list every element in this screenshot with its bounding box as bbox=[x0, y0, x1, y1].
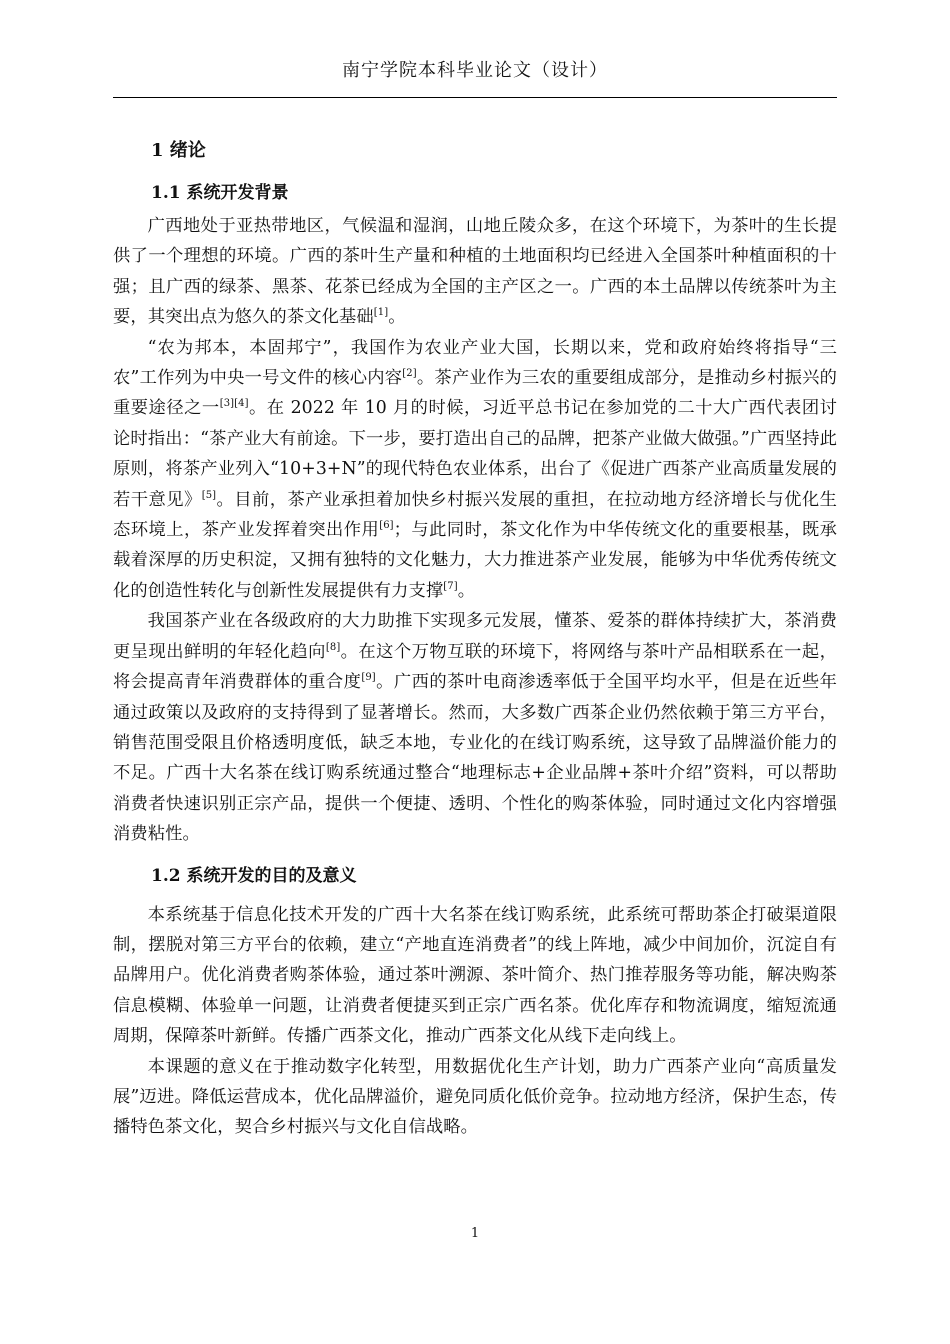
text-run: “农为邦本，本固邦宁”，我国作为农业产业大国，长期以来，党和政府始终将指导“三农”工作列为中央一号文件的核心内容 bbox=[113, 337, 837, 389]
paragraph-background-2 bbox=[113, 333, 837, 607]
citation: [8] bbox=[325, 641, 341, 653]
text-run: 。在 2022 年 10 月的时候，习近平总书记在参加党的二十大广西代表团讨论时指出：“茶产业大有前途。下一步，要打造出自己的品牌，把茶产业做大做强。”广西坚持此原则，将茶产业列入“10+3+N”的现代特色农业体系，出台了《促进广西茶产业高质量发展的若干意见》 bbox=[113, 398, 837, 510]
citation: [9] bbox=[361, 672, 376, 684]
text-run: 。在这个万物互联的环境下，将网络与茶叶产品相联系在一起，将会提高青年消费群体的重合度 bbox=[113, 641, 837, 693]
chapter-heading: 1 绪论 bbox=[151, 140, 206, 161]
text-run: 本系统基于信息化技术开发的广西十大名茶在线订购系统，此系统可帮助茶企打破渠道限制，摆脱对第三方平台的依赖，建立“产地直连消费者”的线上阵地，减少中间加价，沉淀自有品牌用户。优化消费者购茶体验，通过茶叶溯源、茶叶简介、热门推荐服务等功能，解决购茶信息模糊、体验单一问题，让消费者便捷买到正宗广西名茶。优化库存和物流调度，缩短流通周期，保障茶叶新鲜。传播广西茶文化，推动广西茶文化从线下走向线上。 bbox=[113, 904, 837, 1047]
running-header: 南宁学院本科毕业论文（设计） bbox=[342, 60, 608, 81]
header-rule bbox=[113, 97, 837, 98]
text-run: 本课题的意义在于推动数字化转型，用数据优化生产计划，助力广西茶产业向“高质量发展”迈进。降低运营成本，优化品牌溢价，避免同质化低价竞争。拉动地方经济，保护生态，传播特色茶文化，契合乡村振兴与文化自信战略。 bbox=[113, 1056, 837, 1138]
citation: [5] bbox=[201, 489, 217, 501]
paragraph-background-1 bbox=[113, 211, 837, 333]
text-run: 。 bbox=[457, 580, 476, 601]
text-run: 。目前，茶产业承担着加快乡村振兴发展的重担，在拉动地方经济增长与优化生态环境上，茶产业发挥着突出作用 bbox=[113, 489, 837, 541]
text-run: ；与此同时，茶文化作为中华传统文化的重要根基，既承载着深厚的历史积淀，又拥有独特的文化魅力，大力推进茶产业发展，能够为中华优秀传统文化的创造性转化与创新性发展提供有力支撑 bbox=[113, 520, 837, 601]
main-content bbox=[113, 133, 837, 1143]
text-run: 。广西的茶叶电商渗透率低于全国平均水平，但是在近些年通过政策以及政府的支持得到了显著增长。然而，大多数广西茶企业仍然依赖于第三方平台，销售范围受限且价格透明度低，缺乏本地，专业化的在线订购系统，这导致了品牌溢价能力的不足。广西十大名茶在线订购系统通过整合“地理标志+企业品牌+茶叶介绍”资料，可以帮助消费者快速识别正宗产品，提供一个便捷、透明、个性化的购茶体验，同时通过文化内容增强消费粘性。 bbox=[113, 672, 837, 845]
text-run: 我国茶产业在各级政府的大力助推下实现多元发展，懂茶、爱茶的群体持续扩大，茶消费更呈现出鲜明的年轻化趋向 bbox=[113, 611, 837, 662]
section-heading-1-2: 1.2 系统开发的目的及意义 bbox=[151, 865, 357, 886]
citation: [7] bbox=[443, 580, 458, 592]
paragraph-purpose-1 bbox=[113, 900, 837, 1052]
citation: [2] bbox=[402, 368, 417, 380]
citation: [1] bbox=[373, 307, 389, 319]
citation: [6] bbox=[379, 520, 394, 532]
paragraph-background-3 bbox=[113, 606, 837, 849]
text-run: 。 bbox=[388, 307, 406, 328]
page-number: 1 bbox=[470, 1226, 480, 1241]
text-run: 。茶产业作为三农的重要组成部分，是推动乡村振兴的重要途径之一 bbox=[113, 368, 837, 419]
paragraph-purpose-2 bbox=[113, 1052, 837, 1143]
section-heading-1-1: 1.1 系统开发背景 bbox=[151, 183, 289, 203]
citation: [3][4] bbox=[219, 398, 249, 410]
text-run: 广西地处于亚热带地区，气候温和湿润，山地丘陵众多，在这个环境下，为茶叶的生长提供了一个理想的环境。广西的茶叶生产量和种植的土地面积均已经进入全国茶叶种植面积的十强；且广西的绿茶、黑茶、花茶已经成为全国的主产区之一。广西的本土品牌以传统茶叶为主要，其突出点为悠久的茶文化基础 bbox=[113, 216, 837, 328]
